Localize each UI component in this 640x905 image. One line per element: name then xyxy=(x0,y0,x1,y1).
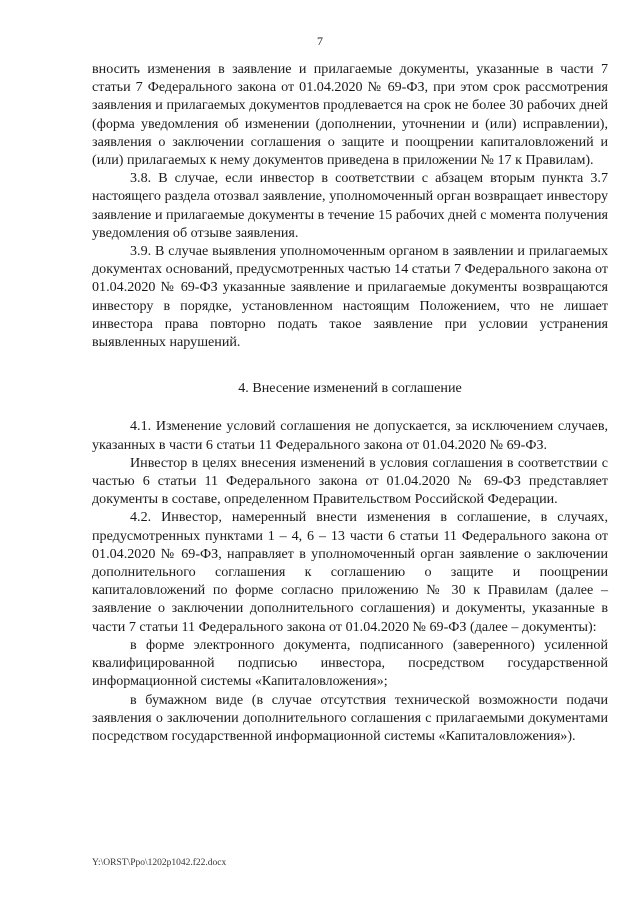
paragraph-4-1: 4.1. Изменение условий соглашения не допускается, за исключением случаев, указанных в части 6 статьи 11 Федерального закона от 01.04.2020 № 69-ФЗ. xyxy=(92,418,608,453)
paragraph-continuation: вносить изменения в заявление и прилагаемые документы, указанные в части 7 статьи 7 Федерального закона от 01.04.2020 № 69-ФЗ, при этом срок рассмотрения заявления и прилагаемых документов продлевается на срок не более 30 рабочих дней (форма уведомления об изменении (дополнении, уточнении и (или) исправлении), заявления о заключении соглашения о защите и поощрении капиталовложений и (или) прилагаемых к нему документов приведена в приложении № 17 к Правилам). xyxy=(92,61,608,169)
paragraph-investor-documents: Инвестор в целях внесения изменений в условия соглашения в соответствии с частью 6 статьи 11 Федерального закона от 01.04.2020 № 69-ФЗ представляет документы в составе, определенном Правительством Российской Федерации. xyxy=(92,454,608,508)
paragraph-paper-form: в бумажном виде (в случае отсутствия технической возможности подачи заявления о заключении дополнительного соглашения с прилагаемыми документами посредством государственной информационной системы «Капиталовложения»). xyxy=(92,691,608,744)
paragraph-electronic-form: в форме электронного документа, подписанного (заверенного) усиленной квалифицированной подписью инвестора, посредством государственной информационной системы «Капиталовложения»; xyxy=(92,636,608,690)
page-number: 7 xyxy=(317,34,323,48)
footer-file-path: Y:\ORST\Ppo\1202p1042.f22.docx xyxy=(92,858,227,868)
section-heading: 4. Внесение изменений в соглашение xyxy=(238,380,462,397)
paragraph-3-9: 3.9. В случае выявления уполномоченным органом в заявлении и прилагаемых документах оснований, предусмотренных частью 14 статьи 7 Федерального закона от 01.04.2020 № 69-ФЗ указанные заявление и прилагаемые документы возвращаются инвестору в порядке, установленном настоящим Положением, что не лишает инвестора права повторно подать такое заявление при условии устранения выявленных нарушений. xyxy=(92,243,608,351)
paragraph-3-8: 3.8. В случае, если инвестор в соответствии с абзацем вторым пункта 3.7 настоящего раздела отозвал заявление, уполномоченный орган возвращает инвестору заявление и прилагаемые документы в течение 15 рабочих дней с момента получения уведомления об отзыве заявления. xyxy=(92,170,608,241)
document-body xyxy=(92,60,608,745)
paragraph-4-2: 4.2. Инвестор, намеренный внести изменения в соглашение, в случаях, предусмотренных пунктами 1 – 4, 6 – 13 части 6 статьи 11 Федерального закона от 01.04.2020 № 69-ФЗ, направляет в уполномоченный орган заявление о заключении дополнительного соглашения к соглашению о защите и поощрении капиталовложений по форме согласно приложению № 30 к Правилам (далее – заявление о заключении дополнительного соглашения) и документы, указанные в части 7 статьи 11 Федерального закона от 01.04.2020 № 69-ФЗ (далее – документы): xyxy=(92,509,608,635)
